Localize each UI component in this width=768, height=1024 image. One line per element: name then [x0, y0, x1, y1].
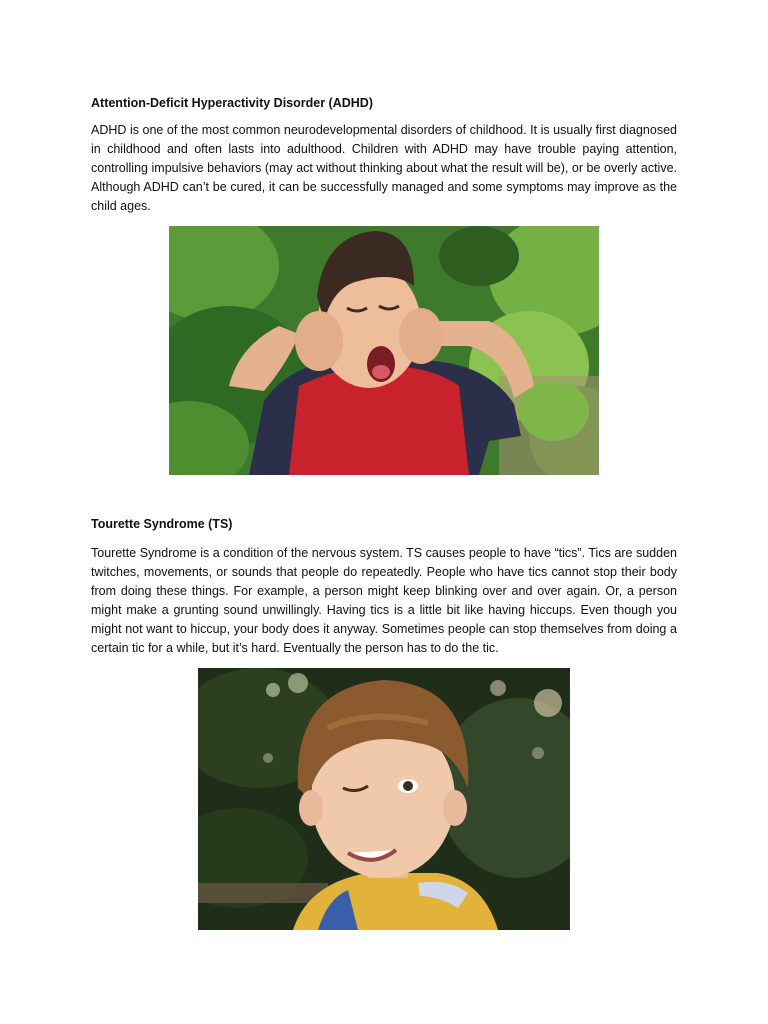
ts-heading: Tourette Syndrome (TS) — [91, 517, 233, 531]
adhd-heading: Attention-Deficit Hyperactivity Disorder (ADHD) — [91, 96, 373, 110]
adhd-paragraph: ADHD is one of the most common neurodevelopmental disorders of childhood. It is usually first diagnosed in childhood and often lasts into adulthood. Children with ADHD may have trouble paying attention, controlling impulsive behaviors (may act without thinking about what the result will be), or be overly active. Although ADHD can’t be cured, it can be successfully managed and some symptoms may improve as the child ages. — [91, 123, 677, 213]
adhd-photo-screaming-boy — [169, 226, 599, 475]
ts-photo-winking-boy — [198, 668, 570, 930]
ts-paragraph: Tourette Syndrome is a condition of the nervous system. TS causes people to have “tics”. Tics are sudden twitches, movements, or sounds that people do repeatedly. People who have tics cannot stop their body from doing these things. For example, a person might keep blinking over and over again. Or, a person might make a grunting sound unwillingly. Having tics is a little bit like having hiccups. Even though you might not want to hiccup, your body does it anyway. Sometimes people can stop themselves from doing a certain tic for a while, but it’s hard. Eventually the person has to do the tic. — [91, 546, 677, 655]
